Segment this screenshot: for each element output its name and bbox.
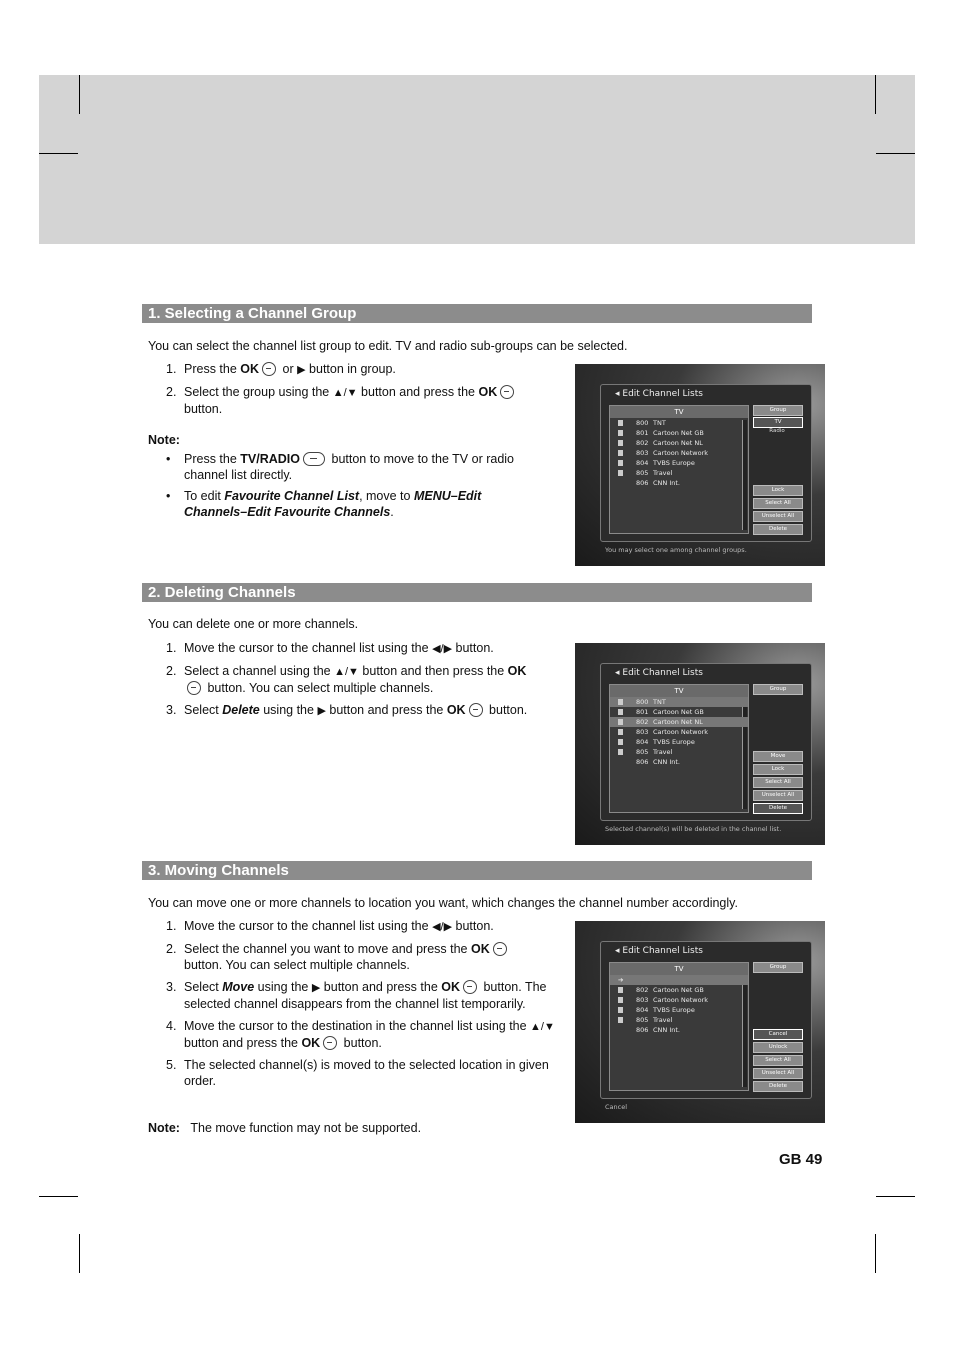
note-title: Note: [148, 433, 180, 447]
step-item: 2. Select the group using the ▲/▼ button and press the OK button. [166, 384, 556, 417]
channel-row [610, 458, 748, 468]
unlock-button: Unlock [753, 1042, 803, 1053]
lock-icon [618, 719, 623, 725]
crop-mark [876, 153, 915, 154]
group-button: Group [753, 962, 803, 973]
channel-row [610, 707, 748, 717]
channel-number: 804 [636, 738, 649, 746]
screenshot-delete-channels [575, 643, 825, 845]
channel-name: TNT [653, 698, 666, 706]
ok-button-icon [260, 361, 278, 376]
screenshot-move-channels [575, 921, 825, 1123]
crop-mark [39, 1196, 78, 1197]
note-item: • To edit Favourite Channel List, move to MENU–Edit Channels–Edit Favourite Channels. [166, 488, 546, 520]
channel-name: TVBS Europe [653, 738, 695, 746]
lock-icon [618, 460, 623, 466]
section-intro: You can delete one or more channels. [148, 617, 359, 631]
channel-row [610, 478, 748, 488]
lock-icon [618, 450, 623, 456]
channel-number: 800 [636, 419, 649, 427]
move-note: Note: The move function may not be supported. [148, 1121, 422, 1135]
list-header: TV [610, 963, 748, 975]
arrow-left-right-icon: ◀/▶ [432, 643, 453, 655]
lock-button: Lock [753, 485, 803, 496]
page-number: GB 49 [779, 1151, 823, 1168]
ok-button-icon [498, 384, 516, 399]
tv-button: TV [753, 417, 803, 428]
channel-name: TVBS Europe [653, 1006, 695, 1014]
arrow-up-down-icon: ▲/▼ [334, 666, 359, 678]
channel-row [610, 468, 748, 478]
lock-icon [618, 729, 623, 735]
tv-radio-button-icon [301, 451, 327, 466]
list-header: TV [610, 685, 748, 697]
lock-button: Lock [753, 764, 803, 775]
move-cursor-row [610, 975, 748, 985]
note-list [166, 451, 546, 525]
ok-button-icon [321, 1035, 339, 1050]
lock-icon [618, 749, 623, 755]
channel-name: Cartoon Net GB [653, 986, 704, 994]
channel-number: 804 [636, 459, 649, 467]
arrow-right-icon: ▶ [297, 364, 306, 376]
channel-name: Cartoon Net NL [653, 439, 703, 447]
step-item: 5. The selected channel(s) is moved to the selected location in given order. [166, 1058, 549, 1088]
channel-number: 801 [636, 429, 649, 437]
channel-row [610, 717, 748, 727]
channel-number: 805 [636, 469, 649, 477]
channel-number: 801 [636, 708, 649, 716]
cancel-button: Cancel [753, 1029, 803, 1040]
channel-row [610, 985, 748, 995]
channel-name: Cartoon Net GB [653, 708, 704, 716]
arrow-left-right-icon: ◀/▶ [432, 921, 453, 933]
select-all-button: Select All [753, 498, 803, 509]
move-button: Move [753, 751, 803, 762]
step-item: 4. Move the cursor to the destination in the channel list using the ▲/▼ button and press the OK button. [166, 1019, 555, 1050]
channel-number: 805 [636, 748, 649, 756]
channel-name: CNN Int. [653, 479, 680, 487]
section-intro: You can select the channel list group to edit. TV and radio sub-groups can be selected. [148, 339, 628, 353]
lock-icon [618, 430, 623, 436]
channel-number: 802 [636, 439, 649, 447]
lock-icon [618, 987, 623, 993]
radio-label: Radio [769, 428, 785, 434]
channel-number: 803 [636, 728, 649, 736]
delete-button: Delete [753, 524, 803, 535]
channel-number: 802 [636, 718, 649, 726]
channel-number: 806 [636, 479, 649, 487]
channel-name: Cartoon Net NL [653, 718, 703, 726]
step-item: 3. Select Move using the ▶ button and press the OK button. The selected channel disappears from the channel list temporarily. [166, 980, 547, 1011]
move-arrow-icon: ➔ [618, 976, 624, 984]
step-list [166, 361, 556, 423]
channel-row [610, 727, 748, 737]
window-title: ◂ Edit Channel Lists [615, 946, 703, 956]
channel-row [610, 1025, 748, 1035]
channel-name: Cartoon Network [653, 449, 709, 457]
channel-number: 803 [636, 449, 649, 457]
channel-row [610, 747, 748, 757]
step-item: 1. Press the OK or ▶ button in group. [166, 362, 396, 376]
lock-icon [618, 440, 623, 446]
window-title: ◂ Edit Channel Lists [615, 389, 703, 399]
note-item: • Press the TV/RADIO button to move to the TV or radio channel list directly. [166, 451, 546, 483]
channel-row [610, 757, 748, 767]
ok-button-icon [491, 941, 509, 956]
crop-mark [875, 75, 876, 114]
edit-channel-window [600, 941, 812, 1099]
section-heading: 2. Deleting Channels [142, 583, 812, 602]
unselect-all-button: Unselect All [753, 1068, 803, 1079]
select-all-button: Select All [753, 777, 803, 788]
delete-button: Delete [753, 1081, 803, 1092]
channel-list [609, 962, 749, 1091]
channel-number: 805 [636, 1016, 649, 1024]
channel-number: 802 [636, 986, 649, 994]
ok-button-icon [467, 702, 485, 717]
crop-mark [876, 1196, 915, 1197]
lock-icon [618, 997, 623, 1003]
section-intro: You can move one or more channels to location you want, which changes the channel number accordingly. [148, 896, 738, 910]
header-band [39, 75, 915, 244]
channel-number: 806 [636, 1026, 649, 1034]
channel-row [610, 697, 748, 707]
channel-name: CNN Int. [653, 1026, 680, 1034]
arrow-right-icon: ▶ [317, 705, 326, 717]
arrow-up-down-icon: ▲/▼ [332, 387, 358, 399]
channel-number: 803 [636, 996, 649, 1004]
edit-channel-window [600, 663, 812, 821]
channel-row [610, 428, 748, 438]
group-button: Group [753, 405, 803, 416]
section-heading: 1. Selecting a Channel Group [142, 304, 812, 323]
channel-name: CNN Int. [653, 758, 680, 766]
step-item: 3. Select Delete using the ▶ button and press the OK button. [166, 703, 528, 717]
screenshot-select-group [575, 364, 825, 566]
channel-name: Travel [653, 748, 673, 756]
crop-mark [875, 1234, 876, 1273]
crop-mark [79, 1234, 80, 1273]
lock-icon [618, 699, 623, 705]
channel-name: Cartoon Net GB [653, 429, 704, 437]
channel-number: 804 [636, 1006, 649, 1014]
unselect-all-button: Unselect All [753, 511, 803, 522]
channel-name: Travel [653, 469, 673, 477]
channel-row [610, 448, 748, 458]
channel-row [610, 438, 748, 448]
step-item: 2. Select a channel using the ▲/▼ button and then press the OK button. You can select multiple channels. [166, 664, 527, 695]
channel-list [609, 684, 749, 813]
edit-channel-window [600, 384, 812, 542]
channel-name: TVBS Europe [653, 459, 695, 467]
arrow-right-icon: ▶ [311, 982, 321, 994]
side-menu [753, 405, 803, 532]
unselect-all-button: Unselect All [753, 790, 803, 801]
channel-row [610, 737, 748, 747]
lock-icon [618, 420, 623, 426]
channel-number: 800 [636, 698, 649, 706]
channel-name: Cartoon Network [653, 996, 709, 1004]
channel-row [610, 1015, 748, 1025]
channel-row [610, 418, 748, 428]
delete-button: Delete [753, 803, 803, 814]
side-menu [753, 684, 803, 811]
status-text: Cancel [605, 1103, 628, 1111]
status-text: Selected channel(s) will be deleted in the channel list. [605, 825, 782, 833]
channel-name: TNT [653, 419, 666, 427]
ok-button-icon [461, 979, 479, 994]
crop-mark [39, 153, 78, 154]
arrow-up-down-icon: ▲/▼ [530, 1021, 555, 1033]
step-list [166, 640, 556, 725]
step-item: 1. Move the cursor to the channel list using the ◀/▶ button. [166, 641, 494, 655]
group-button: Group [753, 684, 803, 695]
crop-mark [79, 75, 80, 114]
lock-icon [618, 709, 623, 715]
status-text: You may select one among channel groups. [605, 546, 747, 554]
step-list [166, 918, 556, 1095]
channel-number: 806 [636, 758, 649, 766]
step-item: 2. Select the channel you want to move and press the OK button. You can select multiple channels. [166, 941, 556, 973]
step-item: 1. Move the cursor to the channel list using the ◀/▶ button. [166, 919, 494, 933]
channel-name: Cartoon Network [653, 728, 709, 736]
lock-icon [618, 1017, 623, 1023]
channel-row [610, 995, 748, 1005]
section-heading: 3. Moving Channels [142, 861, 812, 880]
lock-icon [618, 1007, 623, 1013]
window-title: ◂ Edit Channel Lists [615, 668, 703, 678]
lock-icon [618, 470, 623, 476]
channel-name: Travel [653, 1016, 673, 1024]
side-menu [753, 962, 803, 1089]
channel-row [610, 1005, 748, 1015]
ok-button-icon [185, 680, 203, 695]
select-all-button: Select All [753, 1055, 803, 1066]
list-header: TV [610, 406, 748, 418]
lock-icon [618, 739, 623, 745]
channel-list [609, 405, 749, 534]
